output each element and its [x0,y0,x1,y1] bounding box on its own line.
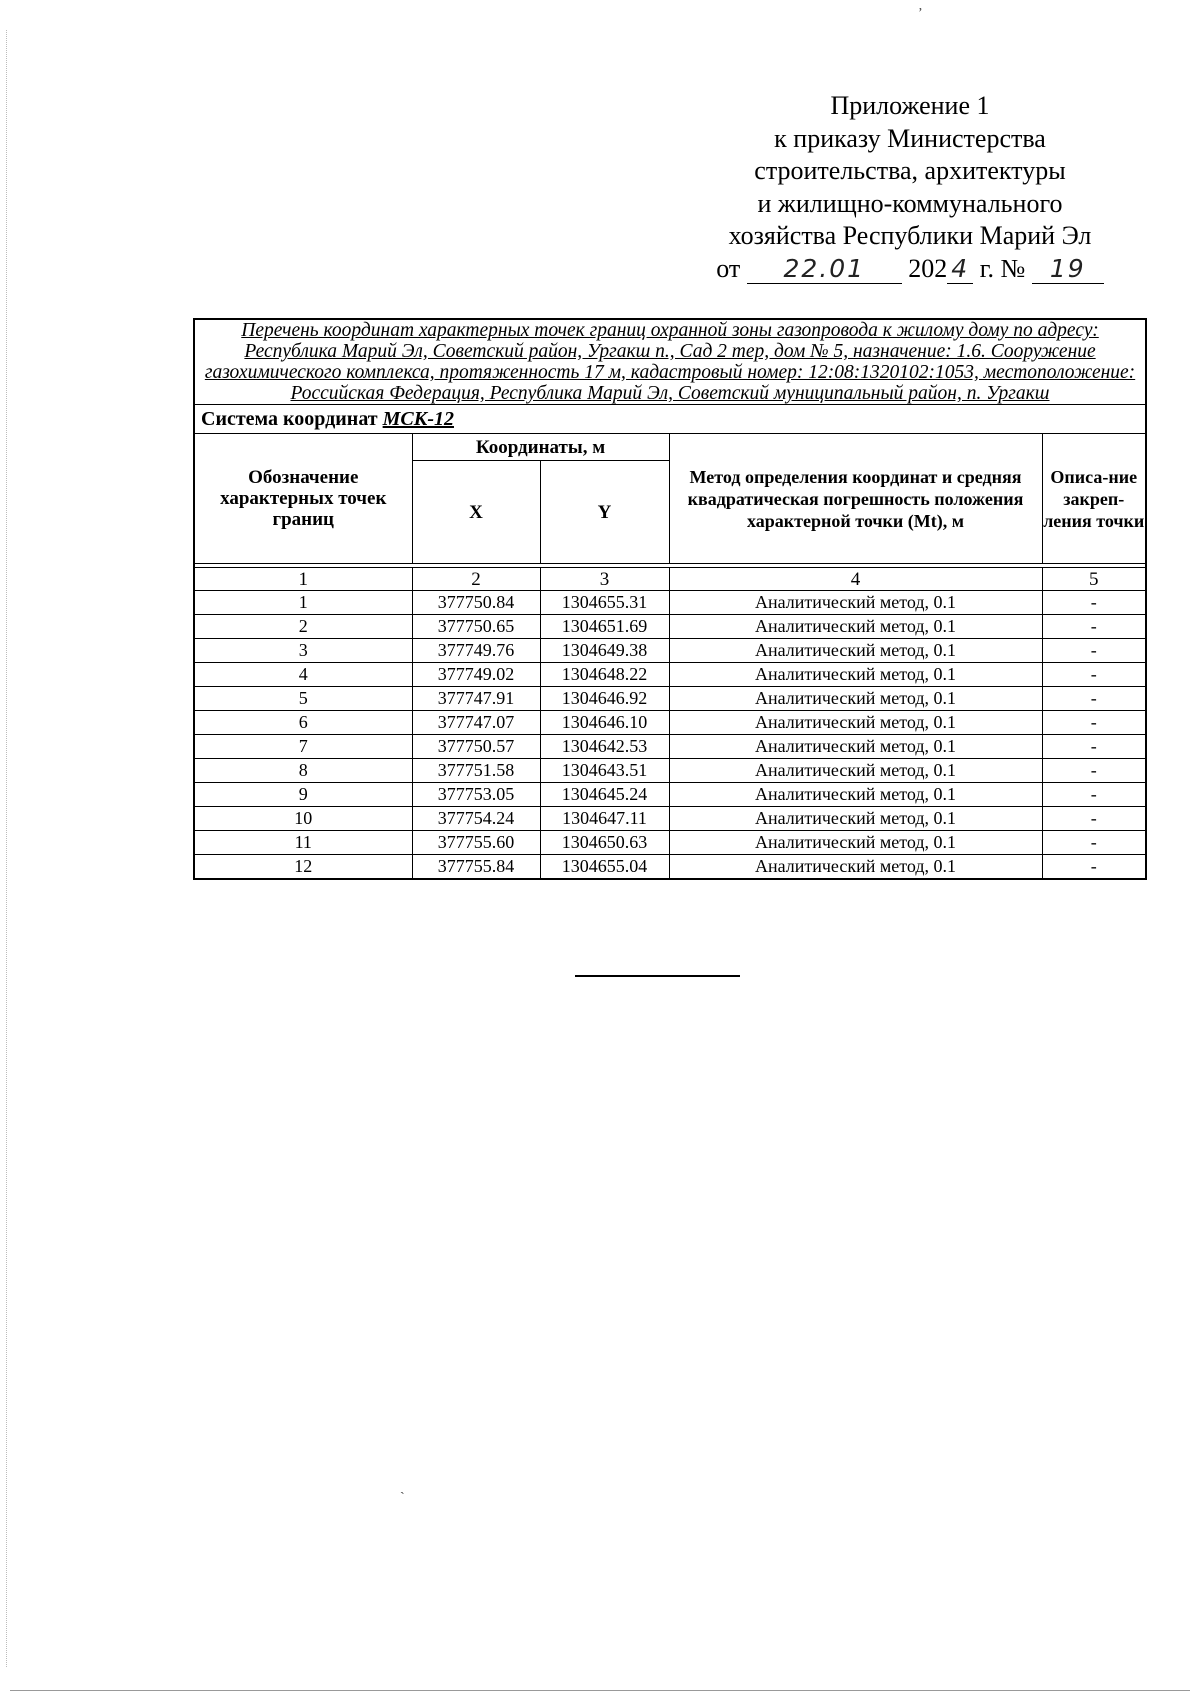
appendix-line: хозяйства Республики Марий Эл [728,221,1092,250]
cell-point: 1 [194,591,412,615]
cell-description: - [1042,831,1146,855]
order-year-prefix: 202 [908,253,948,283]
cell-method: Аналитический метод, 0.1 [669,687,1042,711]
cell-x: 377751.58 [412,759,540,783]
cell-description: - [1042,855,1146,880]
cell-y: 1304651.69 [540,615,669,639]
cell-x: 377750.65 [412,615,540,639]
cell-description: - [1042,687,1146,711]
cell-point: 5 [194,687,412,711]
appendix-line: Приложение 1 [830,91,990,120]
cell-point: 7 [194,735,412,759]
cell-y: 1304645.24 [540,783,669,807]
header-row-1 [194,434,1146,461]
cell-y: 1304646.92 [540,687,669,711]
column-number: 1 [194,568,412,591]
cell-x: 377750.84 [412,591,540,615]
column-number-row [194,568,1146,591]
cell-method: Аналитический метод, 0.1 [669,711,1042,735]
header-coordinates: Координаты, м [412,434,669,461]
cell-x: 377747.07 [412,711,540,735]
cell-description: - [1042,663,1146,687]
table-row [194,711,1146,735]
scan-speck: ˏ [400,1480,405,1495]
cell-x: 377753.05 [412,783,540,807]
cell-y: 1304643.51 [540,759,669,783]
cell-description: - [1042,759,1146,783]
cell-description: - [1042,783,1146,807]
cell-y: 1304655.31 [540,591,669,615]
cell-point: 6 [194,711,412,735]
table-row [194,663,1146,687]
cell-x: 377750.57 [412,735,540,759]
appendix-block [660,90,1160,285]
cell-y: 1304642.53 [540,735,669,759]
order-number: 19 [1032,255,1104,284]
cell-description: - [1042,807,1146,831]
end-rule [575,975,740,977]
cell-x: 377755.84 [412,855,540,880]
table-row [194,831,1146,855]
cell-y: 1304649.38 [540,639,669,663]
cell-point: 12 [194,855,412,880]
cell-method: Аналитический метод, 0.1 [669,639,1042,663]
caption-row [194,319,1146,405]
cell-x: 377749.76 [412,639,540,663]
cell-point: 10 [194,807,412,831]
table-row [194,615,1146,639]
cell-description: - [1042,735,1146,759]
cell-method: Аналитический метод, 0.1 [669,591,1042,615]
cell-method: Аналитический метод, 0.1 [669,759,1042,783]
cell-point: 11 [194,831,412,855]
cell-y: 1304647.11 [540,807,669,831]
cell-method: Аналитический метод, 0.1 [669,855,1042,880]
order-date: 22.01 [747,255,902,284]
coordinate-system-label: Система координат [201,407,378,430]
header-point: Обозначение характерных точек границ [194,434,412,564]
header-description: Описа-ние закреп-ления точки [1042,434,1146,564]
cell-x: 377754.24 [412,807,540,831]
table-row [194,735,1146,759]
cell-x: 377749.02 [412,663,540,687]
scan-speck: ʼ [918,6,923,21]
cell-point: 4 [194,663,412,687]
coordinate-system [194,405,1146,434]
coordinate-system-value: МСК-12 [382,407,454,430]
cell-method: Аналитический метод, 0.1 [669,807,1042,831]
cell-y: 1304646.10 [540,711,669,735]
appendix-line: строительства, архитектуры [754,156,1066,185]
cell-description: - [1042,639,1146,663]
table-row [194,639,1146,663]
column-number: 5 [1042,568,1146,591]
table-row [194,855,1146,880]
cell-x: 377755.60 [412,831,540,855]
column-number: 2 [412,568,540,591]
cell-method: Аналитический метод, 0.1 [669,735,1042,759]
cell-point: 8 [194,759,412,783]
table-row [194,687,1146,711]
appendix-line: и жилищно-коммунального [757,188,1063,218]
cell-point: 2 [194,615,412,639]
table-caption: Перечень координат характерных точек границ охранной зоны газопровода к жилому дому по адресу: Республика Марий Эл, Советский район, Ургакш п., Сад 2 тер, дом № 5, назначение: 1.6. Сооружение газохимического комплекса, протяженность 17 м, кадастровый номер: 12:08:1320102:1053, местоположение: Российская Федерация, Республика Марий Эл, Советский муниципальный район, п. Ургакш [194,319,1146,405]
column-number: 3 [540,568,669,591]
coordinates-table-wrap [193,318,1145,880]
cell-method: Аналитический метод, 0.1 [669,831,1042,855]
order-year-suffix: г. № [979,253,1026,283]
cell-x: 377747.91 [412,687,540,711]
appendix-line: к приказу Министерства [774,123,1046,153]
order-year-digit: 4 [947,255,973,284]
cell-y: 1304655.04 [540,855,669,880]
order-line [660,253,1160,286]
table-row [194,759,1146,783]
header-x: X [412,461,540,564]
column-number: 4 [669,568,1042,591]
cell-point: 3 [194,639,412,663]
cell-description: - [1042,615,1146,639]
cell-method: Аналитический метод, 0.1 [669,615,1042,639]
table-row [194,807,1146,831]
cell-method: Аналитический метод, 0.1 [669,663,1042,687]
header-method: Метод определения координат и средняя квадратическая погрешность положения характерной точки (Mt), м [669,434,1042,564]
header-y: Y [540,461,669,564]
table-row [194,783,1146,807]
cell-description: - [1042,711,1146,735]
cell-y: 1304650.63 [540,831,669,855]
order-prefix: от [716,253,741,283]
table-row [194,591,1146,615]
system-row [194,405,1146,434]
scan-edge-left [6,30,7,1667]
coordinates-table [193,318,1147,880]
scan-edge-bottom [10,1690,1190,1691]
cell-y: 1304648.22 [540,663,669,687]
cell-method: Аналитический метод, 0.1 [669,783,1042,807]
cell-description: - [1042,591,1146,615]
cell-point: 9 [194,783,412,807]
